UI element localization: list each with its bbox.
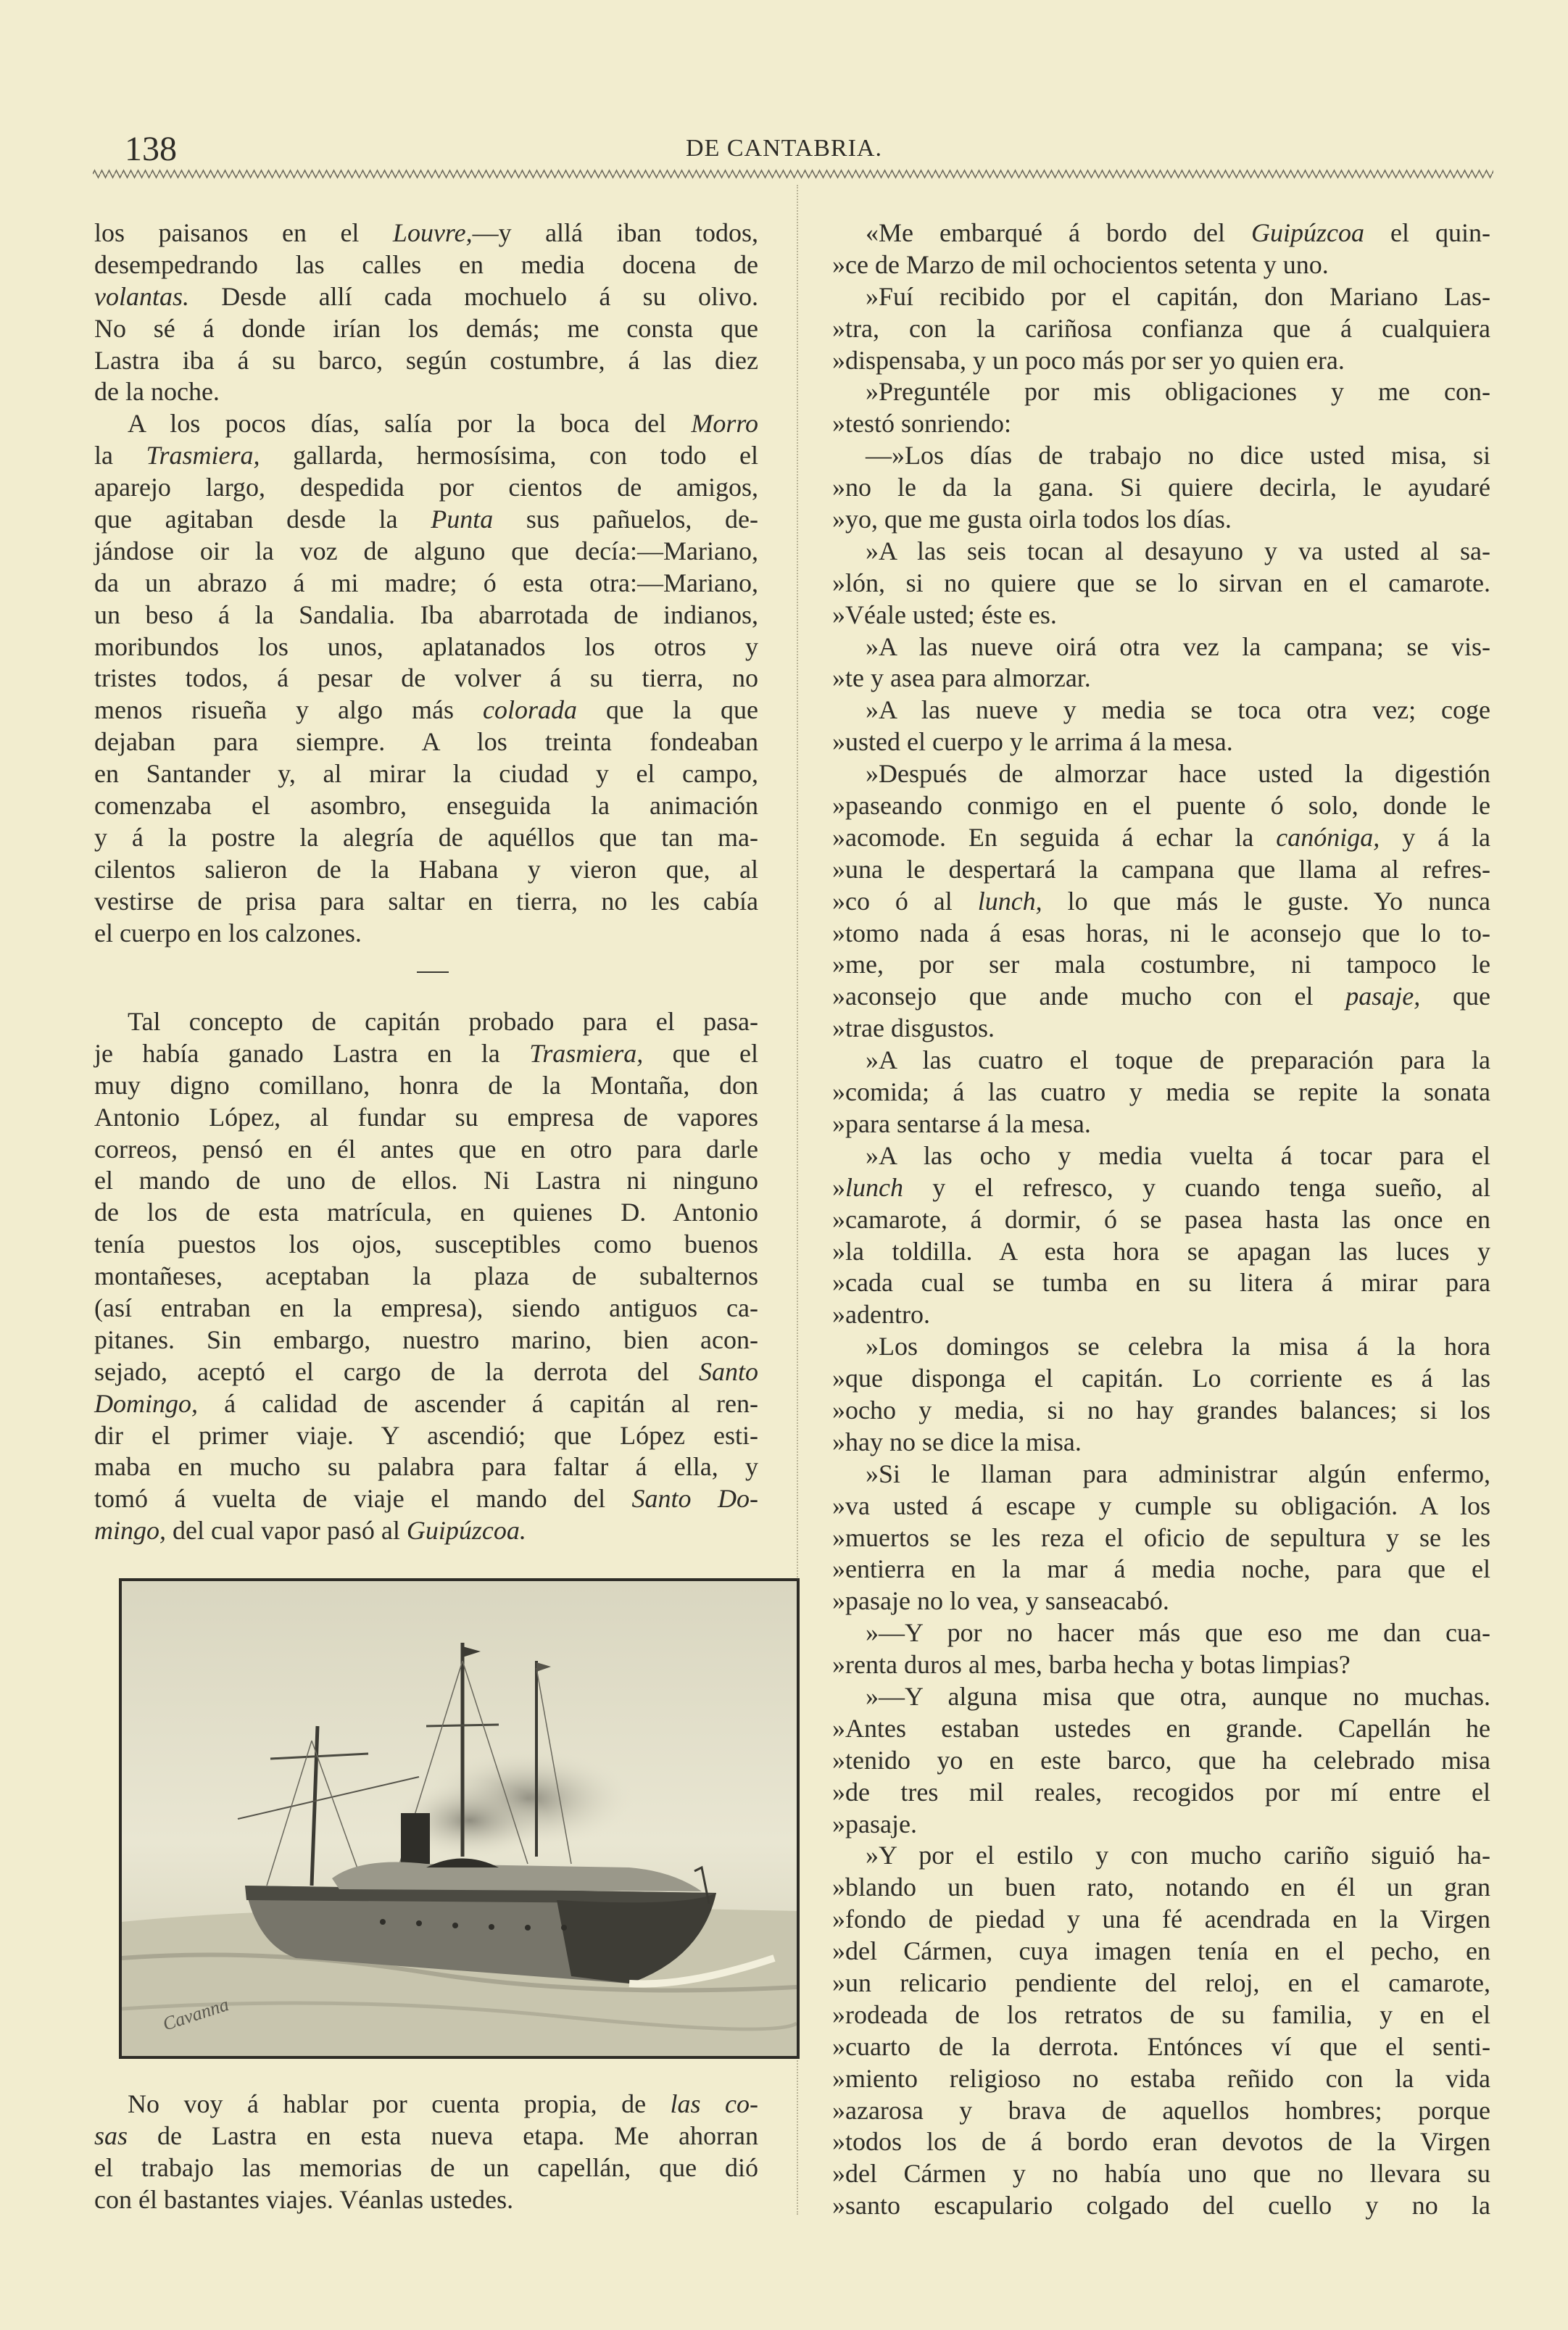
text-segment: »cada cual se tumba en su litera á mirar para (832, 1268, 1490, 1298)
text-line (832, 345, 1490, 377)
text-segment: correos, pensó en él antes que en otro para darle (94, 1134, 758, 1164)
italic-text-segment: Santo (698, 1356, 758, 1386)
text-line (832, 568, 1490, 600)
text-line (832, 2063, 1490, 2095)
text-segment: comenzaba el asombro, enseguida la animación (94, 791, 758, 821)
text-segment: »una le despertará la campana que llama al refres- (832, 854, 1490, 884)
text-line (832, 790, 1490, 822)
text-line (832, 1840, 1490, 1872)
text-line (94, 854, 758, 886)
text-line (832, 822, 1490, 854)
text-line (832, 663, 1490, 695)
text-segment: »usted el cuerpo y le arrima á la mesa. (832, 727, 1233, 757)
text-segment: »que disponga el capitán. Lo corriente es á las (832, 1364, 1490, 1393)
text-line (94, 249, 758, 281)
text-line (94, 822, 758, 854)
text-line (832, 1363, 1490, 1395)
text-segment: —»Los días de trabajo no dice usted misa, si (866, 441, 1490, 470)
text-segment: y á la (1380, 822, 1490, 852)
text-segment: el trabajo las memorias de un capellán, que dió (94, 2152, 758, 2182)
text-line (832, 1140, 1490, 1172)
text-segment: dejaban para siempre. A los treinta fondeaban (94, 727, 758, 757)
text-line (832, 249, 1490, 281)
text-segment: »me, por ser mala costumbre, ni tampoco le (832, 950, 1490, 979)
text-segment: »rodeada de los retratos de su familia, y en el (832, 1999, 1490, 2029)
text-segment: y el refresco, y cuando tenga sueño, al (903, 1172, 1490, 1202)
text-line (832, 981, 1490, 1013)
section-break-dash (417, 971, 449, 973)
text-segment: tenía puestos los ojos, susceptibles como buenos (94, 1230, 758, 1259)
text-segment: «Me embarqué á bordo del (866, 218, 1251, 247)
text-line (94, 2089, 758, 2120)
text-line (832, 1013, 1490, 1045)
text-segment: »santo escapulario colgado del cuello y no la (832, 2191, 1490, 2221)
left-column-text-top (94, 217, 758, 949)
text-line (832, 631, 1490, 663)
italic-text-segment: pasaje, (1345, 982, 1421, 1011)
text-segment: da un abrazo á mi madre; ó esta otra:—Mariano, (94, 568, 758, 597)
text-line (832, 217, 1490, 249)
text-segment: »A las seis tocan al desayuno y va usted al sa- (866, 536, 1490, 565)
text-segment: »blando un buen rato, notando en él un gran (832, 1873, 1490, 1902)
text-line (832, 1427, 1490, 1459)
italic-text-segment: canóniga, (1276, 822, 1380, 852)
text-line (832, 1617, 1490, 1649)
text-segment: »Los domingos se celebra la misa á la hora (866, 1332, 1490, 1361)
text-line (94, 1229, 758, 1261)
text-line (832, 726, 1490, 758)
text-segment: »adentro. (832, 1300, 930, 1330)
text-segment: el quin- (1364, 218, 1490, 247)
text-line (94, 408, 758, 440)
text-line (832, 1522, 1490, 1554)
text-line (94, 1483, 758, 1515)
text-line (832, 1809, 1490, 1841)
text-line (94, 1293, 758, 1324)
text-line (832, 1331, 1490, 1363)
text-segment: que (1420, 982, 1491, 1011)
text-line (832, 1491, 1490, 1522)
text-segment: »fondo de piedad y una fé acendrada en la Virgen (832, 1904, 1490, 1934)
text-segment: pitanes. Sin embargo, nuestro marino, bien acon- (94, 1324, 758, 1354)
text-line (94, 1102, 758, 1134)
text-line (94, 1420, 758, 1452)
artist-signature: Cavanna (159, 1994, 232, 2035)
text-segment: »para sentarse á la mesa. (832, 1108, 1091, 1138)
text-line (832, 1649, 1490, 1681)
text-segment: »del Cármen, cuya imagen tenía en el pecho, en (832, 1936, 1490, 1966)
text-segment: sus pañuelos, de- (493, 505, 758, 534)
text-segment: sejado, aceptó el cargo de la derrota del (94, 1356, 699, 1386)
text-line (94, 2152, 758, 2184)
text-segment: dir el primer viaje. Y ascendió; que López esti- (94, 1420, 758, 1450)
text-line (94, 1006, 758, 1038)
text-segment: »de tres mil reales, recogidos por mí entre el (832, 1777, 1490, 1807)
text-segment: muy digno comillano, honra de la Montaña, don (94, 1070, 758, 1100)
text-line (832, 504, 1490, 536)
text-line (94, 1451, 758, 1483)
italic-text-segment: Louvre, (392, 218, 473, 247)
italic-text-segment: sas (94, 2120, 128, 2150)
text-line (832, 949, 1490, 981)
text-segment: »entierra en la mar á media noche, para que el (832, 1554, 1490, 1584)
text-segment: No voy á hablar por cuenta propia, de (128, 2089, 671, 2118)
italic-text-segment: Punta (431, 505, 494, 534)
italic-text-segment: Trasmiera, (529, 1038, 644, 1068)
italic-text-segment: mingo, (94, 1516, 166, 1546)
text-segment: lo que más le guste. Yo nunca (1042, 886, 1490, 916)
text-line (94, 1515, 758, 1547)
text-segment: »muertos se les reza el oficio de sepultura y se les (832, 1522, 1490, 1552)
text-segment: »pasaje no lo vea, y sanseacabó. (832, 1586, 1169, 1616)
text-segment: de Lastra en esta nueva etapa. Me ahorran (128, 2120, 758, 2150)
text-line (832, 2190, 1490, 2222)
italic-text-segment: colorada (483, 695, 578, 725)
text-segment: gallarda, hermosísima, con todo el (260, 441, 758, 470)
text-line (94, 1388, 758, 1420)
text-line (94, 631, 758, 663)
steamship-illustration (119, 1578, 800, 2059)
text-segment: la (94, 441, 146, 470)
text-segment: »Antes estaban ustedes en grande. Capellán he (832, 1713, 1490, 1743)
text-line (94, 790, 758, 822)
text-segment: el mando de uno de ellos. Ni Lastra ni ninguno (94, 1166, 758, 1195)
text-segment: tristes todos, á pesar de volver á su tierra, no (94, 663, 758, 693)
caption-paragraph (94, 2089, 758, 2216)
text-line (94, 217, 758, 249)
text-segment: del cual vapor pasó al (166, 1516, 407, 1546)
text-segment: menos risueña y algo más (94, 695, 484, 725)
text-segment: moribundos los unos, aplatanados los otros y (94, 631, 758, 661)
text-line (832, 1713, 1490, 1745)
text-segment: que la que (577, 695, 759, 725)
text-segment: »—Y por no hacer más que eso me dan cua- (866, 1618, 1490, 1648)
text-line (94, 1134, 758, 1166)
text-segment: Tal concepto de capitán probado para el pasa- (128, 1007, 758, 1036)
text-line (94, 345, 758, 377)
text-segment: (así entraban en la empresa), siendo antiguos ca- (94, 1293, 758, 1323)
text-segment: »A las nueve y media se toca otra vez; coge (866, 695, 1490, 725)
text-segment: »cuarto de la derrota. Entónces ví que el senti- (832, 2031, 1490, 2061)
text-segment: »lón, si no quiere que se lo sirvan en el camarote. (832, 568, 1490, 597)
text-line (832, 1968, 1490, 1999)
text-segment: »Véale usted; éste es. (832, 600, 1057, 629)
italic-text-segment: Domingo, (94, 1388, 198, 1418)
text-line (94, 726, 758, 758)
italic-text-segment: Guipúzcoa (1250, 218, 1364, 247)
text-segment: que agitaban desde la (94, 505, 431, 534)
text-line (94, 758, 758, 790)
text-line (832, 695, 1490, 726)
text-segment: »miento religioso no estaba reñido con la vida (832, 2063, 1490, 2093)
text-segment: cilentos salieron de la Habana y vieron que, al (94, 854, 758, 884)
text-line (94, 600, 758, 631)
text-segment: el cuerpo en los calzones. (94, 918, 362, 948)
italic-text-segment: Guipúzcoa. (406, 1516, 526, 1546)
text-line (832, 918, 1490, 950)
text-line (832, 2031, 1490, 2063)
text-line (832, 1077, 1490, 1108)
text-segment: je había ganado Lastra en la (94, 1038, 530, 1068)
text-segment: »Si le llaman para administrar algún enfermo, (866, 1459, 1490, 1488)
italic-text-segment: volantas. (94, 281, 189, 311)
text-line (94, 2184, 758, 2216)
text-line (832, 313, 1490, 345)
text-segment: A los pocos días, salía por la boca del (128, 409, 692, 439)
text-line (832, 1267, 1490, 1299)
text-segment: »tenido yo en este barco, que ha celebrado misa (832, 1745, 1490, 1775)
text-line (832, 376, 1490, 408)
text-line (94, 1197, 758, 1229)
text-line (94, 568, 758, 600)
text-segment: »no le da la gana. Si quiere decirla, le ayudaré (832, 473, 1490, 502)
text-segment: »tomo nada á esas horas, ni le aconsejo que lo to- (832, 918, 1490, 948)
text-segment: con él bastantes viajes. Véanlas ustedes. (94, 2184, 514, 2214)
text-segment: Lastra iba á su barco, según costumbre, á las diez (94, 345, 758, 375)
text-line (94, 1070, 758, 1102)
text-line (94, 1356, 758, 1388)
text-line (832, 536, 1490, 568)
wavy-rule-divider (93, 168, 1493, 180)
text-line (94, 918, 758, 950)
text-segment: »comida; á las cuatro y media se repite la sonata (832, 1077, 1490, 1107)
italic-text-segment: las co- (670, 2089, 758, 2118)
text-line (94, 886, 758, 918)
text-line (94, 504, 758, 536)
text-segment: No sé á donde irían los demás; me consta que (94, 313, 758, 343)
text-segment: tomó á vuelta de viaje el mando del (94, 1484, 632, 1514)
text-segment: en Santander y, al mirar la ciudad y el campo, (94, 759, 758, 789)
text-line (832, 1872, 1490, 1904)
text-line (832, 1554, 1490, 1585)
text-line (832, 1172, 1490, 1204)
text-segment: »la toldilla. A esta hora se apagan las luces y (832, 1236, 1490, 1266)
text-segment: de la noche. (94, 377, 220, 407)
text-line (832, 408, 1490, 440)
text-segment: »hay no se dice la misa. (832, 1427, 1082, 1456)
text-segment: aparejo largo, despedida por cientos de amigos, (94, 473, 758, 502)
text-line (832, 1745, 1490, 1777)
text-segment: á calidad de ascender á capitán al ren- (198, 1388, 758, 1418)
text-segment: montañeses, aceptaban la plaza de subalternos (94, 1261, 758, 1291)
text-segment: y á la postre la alegría de aquéllos que tan ma- (94, 822, 758, 852)
italic-text-segment: Trasmiera, (146, 441, 260, 470)
italic-text-segment: lunch, (977, 886, 1042, 916)
text-segment: »te y asea para almorzar. (832, 663, 1091, 693)
text-segment: » (832, 1172, 845, 1202)
text-line (832, 1395, 1490, 1427)
text-line (94, 1324, 758, 1356)
text-line (94, 1165, 758, 1197)
text-line (94, 663, 758, 695)
text-segment: »va usted á escape y cumple su obligación. A los (832, 1491, 1490, 1520)
text-segment: »camarote, á dormir, ó se pasea hasta las once en (832, 1204, 1490, 1234)
text-line (94, 2120, 758, 2152)
text-segment: de los de esta matrícula, en quienes D. Antonio (94, 1198, 758, 1227)
text-segment: Desde allí cada mochuelo á su olivo. (189, 281, 758, 311)
text-line (94, 472, 758, 504)
text-segment: »dispensaba, y un poco más por ser yo quien era. (832, 345, 1345, 375)
text-line (832, 1681, 1490, 1713)
text-line (94, 695, 758, 726)
text-line (832, 1236, 1490, 1268)
text-line (832, 2095, 1490, 2127)
text-segment: »acomode. En seguida á echar la (832, 822, 1277, 852)
text-segment: »un relicario pendiente del reloj, en el camarote, (832, 1968, 1490, 1997)
text-line (832, 600, 1490, 631)
text-segment: »trae disgustos. (832, 1013, 995, 1043)
text-line (832, 1459, 1490, 1491)
text-line (832, 854, 1490, 886)
text-segment: jándose oir la voz de alguno que decía:—Mariano, (94, 536, 758, 565)
text-segment: —y allá iban todos, (472, 218, 759, 247)
text-segment: »A las ocho y media vuelta á tocar para el (866, 1140, 1490, 1170)
left-column-text-middle (94, 1006, 758, 1547)
text-segment: »del Cármen y no había uno que no llevara su (832, 2159, 1490, 2189)
text-segment: »renta duros al mes, barba hecha y botas limpias? (832, 1650, 1351, 1680)
text-segment: »—Y alguna misa que otra, aunque no muchas. (866, 1681, 1490, 1711)
italic-text-segment: Morro (691, 409, 758, 439)
text-line (94, 313, 758, 345)
text-segment: »Preguntéle por mis obligaciones y me con- (866, 377, 1490, 407)
page-number: 138 (125, 130, 177, 168)
text-segment: »todos los de á bordo eran devotos de la Virgen (832, 2127, 1490, 2157)
text-segment: que el (643, 1038, 758, 1068)
text-segment: »tra, con la cariñosa confianza que á cualquiera (832, 313, 1490, 343)
text-segment: »Y por el estilo y con mucho cariño siguió ha- (866, 1841, 1490, 1870)
text-line (832, 2126, 1490, 2158)
text-segment: »yo, que me gusta oirla todos los días. (832, 505, 1232, 534)
text-segment: Antonio López, al fundar su empresa de vapores (94, 1102, 758, 1132)
text-line (832, 1904, 1490, 1936)
text-line (832, 281, 1490, 313)
text-line (94, 1038, 758, 1070)
text-line (94, 440, 758, 472)
running-title: DE CANTABRIA. (686, 135, 882, 162)
text-segment: »A las nueve oirá otra vez la campana; se vis- (866, 631, 1490, 661)
text-segment: un beso á la Sandalia. Iba abarrotada de indianos, (94, 600, 758, 629)
text-segment: »ocho y media, si no hay grandes balances; si los (832, 1395, 1490, 1425)
text-line (94, 376, 758, 408)
text-line (832, 440, 1490, 472)
italic-text-segment: Santo Do- (631, 1484, 758, 1514)
italic-text-segment: lunch (845, 1172, 903, 1202)
text-segment: »Después de almorzar hace usted la digestión (866, 759, 1490, 789)
text-segment: desempedrando las calles en media docena de (94, 249, 758, 279)
text-line (832, 1299, 1490, 1331)
text-line (94, 1261, 758, 1293)
text-line (832, 1204, 1490, 1236)
text-segment: »paseando conmigo en el puente ó solo, donde le (832, 791, 1490, 821)
text-segment: »pasaje. (832, 1809, 917, 1838)
text-segment: los paisanos en el (94, 218, 393, 247)
text-segment: vestirse de prisa para saltar en tierra, no les cabía (94, 886, 758, 916)
text-line (832, 886, 1490, 918)
right-column-text (832, 217, 1490, 2222)
text-line (832, 472, 1490, 504)
text-segment: »testó sonriendo: (832, 409, 1011, 439)
text-line (832, 1045, 1490, 1077)
text-line (94, 281, 758, 313)
text-segment: »ce de Marzo de mil ochocientos setenta y uno. (832, 249, 1329, 279)
text-segment: maba en mucho su palabra para faltar á ella, y (94, 1452, 758, 1482)
text-line (832, 1936, 1490, 1968)
text-line (832, 1777, 1490, 1809)
text-segment: »co ó al (832, 886, 978, 916)
text-segment: »azarosa y brava de aquellos hombres; porque (832, 2095, 1490, 2125)
text-line (832, 758, 1490, 790)
text-segment: »aconsejo que ande mucho con el (832, 982, 1346, 1011)
text-line (94, 536, 758, 568)
text-line (832, 1999, 1490, 2031)
ship-engraving (122, 1581, 797, 2056)
text-line (832, 2158, 1490, 2190)
text-segment: »A las cuatro el toque de preparación para la (866, 1045, 1490, 1075)
text-line (832, 1108, 1490, 1140)
text-segment: »Fuí recibido por el capitán, don Mariano Las- (866, 281, 1490, 311)
text-line (832, 1585, 1490, 1617)
